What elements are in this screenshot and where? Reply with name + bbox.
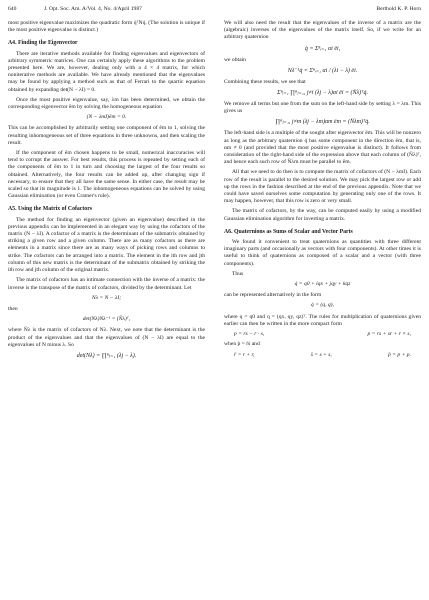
page-number: 640 <box>8 6 17 12</box>
paragraph: most positive eigenvalue maximizes the quadratic form q̇ᵀNq̇. (The solution is unique if the most positive eigenvalue is distinct.) <box>8 20 205 34</box>
paragraph: where q = q0 and q = (qx, qy, qz)ᵀ. The rules for multiplication of quaternions given earlier can then be written in the more compact form <box>224 313 421 327</box>
section-heading-a5: A5. Using the Matrix of Cofactors <box>8 206 93 213</box>
paragraph: If the component of ēm chosen happens to be small, numerical inaccuracies will tend to corrupt the answer. For best results, this process is repeated by setting each of the components of ēm to 1 in turn and choosing the largest of the four results so obtained. Alternatively, the four results can be added up, after changing sign if necessary, to ensure that they all have the same sense. In either case, the result may be scaled so that its magnitude is 1. The inhomogeneous equations can be solved by using Gaussian elimination (or even Cramer's rule). <box>8 150 205 200</box>
section-heading-a4: A4. Finding the Eigenvector <box>8 40 78 47</box>
equation: q̇ = q0 + iqx + jqy + kqz <box>294 281 351 288</box>
left-column <box>8 20 205 364</box>
paragraph: then <box>8 305 18 312</box>
equation: ∏ⁿⱼ₌₁, j≠m (λj − λm)αm ēm = (N̄λm)ᵀq̇. <box>275 119 370 126</box>
equation-row <box>234 352 411 359</box>
page-header <box>8 6 421 16</box>
paragraph: There are iterative methods available for finding eigenvalues and eigenvectors of arbitrary symmetric matrices. One can certainly apply these algorithms to the problem presented here. We are, however, dealing only with a 4 × 4 matrix, for which noniterative methods are available. We have already mentioned that the eigenvalues may be found by applying a method such as that of Ferrari to the quartic equation obtained by expanding det(N − λI) = 0. <box>8 50 205 93</box>
section-heading-a6: A6. Quaternions as Sums of Scalar and Vector Parts <box>224 228 353 235</box>
paragraph: Thus <box>232 270 244 277</box>
paragraph: Combining these results, we see that <box>224 78 306 85</box>
paragraph: can be represented alternatively in the form <box>224 292 322 299</box>
equation: q̇ = Σⁿᵢ₌₁ αi ēi, <box>304 45 341 52</box>
equation: s̄ = s + s, <box>310 351 332 358</box>
equation: Nλ = N − λI; <box>91 294 122 301</box>
paragraph: We will also need the result that the eigenvalues of the inverse of a matrix are the (algebraic) inverses of the eigenvalues of the matrix itself. So, if we write for an arbitrary quaternion <box>224 20 421 41</box>
paragraph: Once the most positive eigenvalue, say, λm has been determined, we obtain the corresponding eigenvector ēm by solving the homogeneous equation <box>8 96 205 111</box>
equation: det(Nλ)Nλ⁻¹ = (N̄λ)ᵀ, <box>82 316 131 323</box>
author-name: Berthold K. P. Horn <box>376 6 421 12</box>
equation-row <box>234 331 411 338</box>
paragraph: We remove all terms but one from the sum on the left-hand side by setting λ = λm. This gives us <box>224 101 421 115</box>
equation: p = rs + sr + r × s, <box>367 331 411 338</box>
paragraph: The matrix of cofactors, by the way, can be computed easily by using a modified Gaussian elimination algorithm for inverting a matrix. <box>224 208 421 222</box>
paragraph: when ṗ = ṙṡ and <box>224 341 260 348</box>
equation: Σⁿᵢ₌₁ ∏ⁿⱼ₌₁, j≠i (λj − λ)αi ēi = (N̄λ)ᵀq̇. <box>277 90 368 97</box>
paragraph: we obtain <box>224 56 246 63</box>
equation: det(Nλ) = ∏ⁿⱼ₌₁ (λj − λ). <box>76 352 137 359</box>
paragraph: where N̄λ is the matrix of cofactors of Nλ. Next, we note that the determinant is the product of the eigenvalues and that the eigenvalues of (N − λI) are equal to the eigenvalues of N minus λ. So <box>8 327 205 348</box>
paragraph: All that we need to do then is to compute the matrix of cofactors of (N − λmI). Each row of the result is parallel to the desired solution. We may pick the largest row or add up the rows in the fashion described at the end of the previous appendix. Note that we could have saved ourselves some computation by generating only one of the rows. It may happen, however, that this row is zero or very small. <box>224 169 421 205</box>
equation: p = rs − r · s, <box>234 331 265 338</box>
right-column <box>224 20 421 362</box>
paragraph: We found it convenient to treat quaternions as quantities with three different imaginary parts (and occasionally as vectors with four components). At other times it is useful to think of quaternions as composed of a scalar and a vector (with three components). <box>224 239 421 267</box>
equation: (N − λmI)ēm = 0. <box>86 114 127 121</box>
paragraph: This can be accomplished by arbitrarily setting one component of ēm to 1, solving the resulting inhomogeneous set of three equations in three unknowns, and then scaling the result. <box>8 125 205 146</box>
paragraph: The matrix of cofactors has an intimate connection with the inverse of a matrix: the inverse is the transpose of the matrix of cofactors, divided by the determinant. Let <box>8 277 205 291</box>
paragraph: The method for finding an eigenvector (given an eigenvalue) described in the previous appendix can be implemented in an elegant way by using the cofactors of the matrix (N − λI). A cofactor of a matrix is the determinant of the submatrix obtained by striking a given row and a given column. There are as many cofactors as there are elements in a matrix since there are as many ways of picking rows and columns to strike. The cofactors can be arranged into a matrix. The element in the ith row and jth column of this new matrix is the determinant of the submatrix obtained by striking the ith row and jth column of the original matrix. <box>8 216 205 274</box>
equation: q̇ = (q, q), <box>311 302 334 309</box>
paragraph: The left-hand side is a multiple of the sought after eigenvector ēm. This will be nonzero as long as the arbitrary quaternion q̇ has some component in the direction ēm, that is, αm ≠ 0 (and provided that the most positive eigenvalue is distinct). It follows from consideration of the right-hand side of the expression above that each column of (N̄λ)ᵀ, and hence each such row of N̄λm must be parallel to ēm. <box>224 130 421 166</box>
equation: p̄ = p + p. <box>388 351 411 358</box>
journal-citation: J. Opt. Soc. Am. A/Vol. 4, No. 4/April 1987 <box>44 6 142 12</box>
equation: r̄ = r + r, <box>234 351 255 358</box>
equation: Nλ⁻¹q̇ = Σⁿᵢ₌₁ αi / (λi − λ) ēi. <box>287 67 358 74</box>
